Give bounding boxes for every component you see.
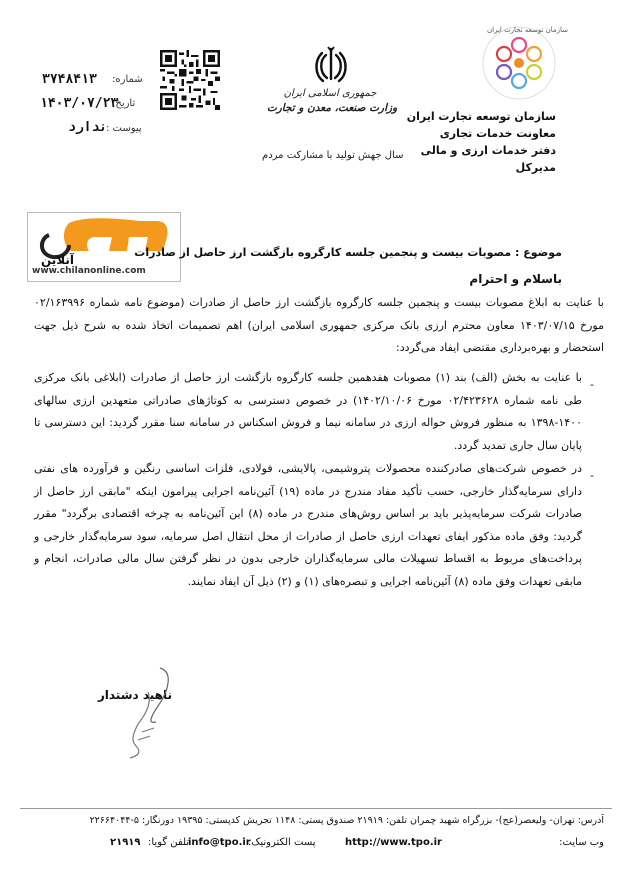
- footer-address: آدرس: تهران- ولیعصر(عج)- بزرگراه شهید چمران تلفن: ۲۱۹۱۹ صندوق پستی: ۱۱۴۸ تجریش کدپستی: ۱۹۳۹۵ دورنگار: ۵-۲۲۶۶۴۰۴۴: [89, 815, 604, 826]
- phone-value: ۲۱۹۱۹: [110, 837, 141, 848]
- web-label: وب سایت:: [559, 837, 604, 848]
- salutation: باسلام و احترام: [469, 272, 562, 286]
- footer-divider: [20, 808, 612, 809]
- org-line-3: دفتر خدمات ارزی و مالی: [420, 144, 556, 157]
- letter-attachment-label: پیوست :: [106, 123, 142, 134]
- letter-date-value: ۱۴۰۳/۰۷/۲۳: [40, 96, 119, 111]
- letter-subject: موضوع : مصوبات بیست و پنجمین جلسه کارگروه بازگشت ارز حاصل از صادرات: [134, 246, 562, 259]
- tpo-logo-text: سازمان توسعه تجارت ایران: [487, 26, 569, 34]
- handwritten-signature: [108, 662, 188, 762]
- email-label: پست الکترونیک:: [248, 837, 316, 848]
- phone-label: تلفن گویا:: [148, 837, 190, 848]
- intro-paragraph: با عنایت به ابلاغ مصوبات بیست و پنجمین جلسه کارگروه بازگشت ارز حاصل از صادرات (موضوع نامه شماره ۰۲/۱۶۳۹۹۶ مورخ ۱۴۰۳/۰۷/۱۵ معاون محترم ارزی بانک مرکزی جمهوری اسلامی ایران) اهم تصمیمات اتخاذ شده به شرح ذیل جهت استحضار و بهره‌برداری مقتضی ایفاد می‌گردد:: [34, 296, 605, 354]
- bullet-dash-1: -: [590, 378, 594, 391]
- letter-number-value: ۳۷۴۸۴۱۳: [42, 72, 97, 87]
- emblem-line-2: وزارت صنعت، معدن و تجارت: [266, 102, 398, 114]
- org-line-2: معاونت خدمات تجاری: [439, 127, 556, 140]
- letter-date-label: تاریخ:: [112, 98, 136, 109]
- chilan-url: www.chilanonline.com: [32, 266, 146, 276]
- svg-text:آنلاین: آنلاین: [41, 253, 75, 267]
- qr-code-icon: [160, 50, 220, 110]
- bullet-dash-2: -: [590, 469, 594, 482]
- list-item: با عنایت به بخش (الف) بند (۱) مصوبات هفدهمین جلسه کارگروه بازگشت ارز حاصل از صادرات (ابلاغی بانک مرکزی طی نامه شماره ۰۲/۴۲۳۶۲۸ مورخ ۱۴۰۲/۱۰/۰۶) در خصوص دسترسی به کوتاژهای صادراتی متعهدین ارزی سالهای ۱۴۰۰-۱۳۹۸ به منظور فروش حواله ارزی در سامانه نیما و فروش اسکناس در سامانه سنا مقرر گردید: این دسترسی تا پایان سال جاری تمدید گردد.: [34, 371, 582, 452]
- tpo-logo-icon: [478, 22, 560, 104]
- signer-name: ناهید دشتدار: [97, 688, 172, 702]
- iran-emblem-icon: [313, 45, 349, 85]
- org-line-1: سازمان توسعه تجارت ایران: [406, 110, 556, 123]
- email-link[interactable]: info@tpo.ir: [188, 837, 251, 848]
- website-link[interactable]: http://www.tpo.ir: [345, 837, 442, 848]
- org-line-4: مدیرکل: [515, 161, 556, 174]
- org-block: [407, 108, 556, 176]
- list-item: در خصوص شرکت‌های صادرکننده محصولات پتروشیمی، پالایشی، فولادی، فلزات اساسی رنگین و فرآورده های نفتی دارای سرمایه‌گذار خارجی، حسب تأکید مفاد مندرج در ماده (۱۹) آئین‌نامه اجرایی پیرامون اینکه "مابقی ارز حاصل از صادرات شرکت سرمایه‌پذیر باید بر اساس روش‌های مندرج در ماده (۸) این آئین‌نامه به چرخه اقتصادی برگردد" مقرر گردید: وفق ماده مذکور ایفای تعهدات ارزی حاصل از صادرات از محل انتقال اصل سرمایه، سود سرمایه‌گذار خارجی و پرداخت‌های مربوط به اقساط تسهیلات مالی سرمایه‌گذاران خارجی بدون در نظر گرفتن سال مالی صادرات، انجام و مابقی تعهدات وفق ماده (۸) آئین‌نامه اجرایی و تبصره‌های (۱) و (۲) ذیل آن ایفاد نمایند.: [34, 462, 583, 588]
- letter-number-label: شماره:: [112, 74, 143, 85]
- chilan-logo-icon: [29, 215, 179, 267]
- letter-attachment-value: ندارد: [68, 120, 108, 135]
- emblem-line-1: جمهوری اسلامی ایران: [283, 88, 377, 99]
- slogan: سال جهش تولید با مشارکت مردم: [262, 150, 404, 161]
